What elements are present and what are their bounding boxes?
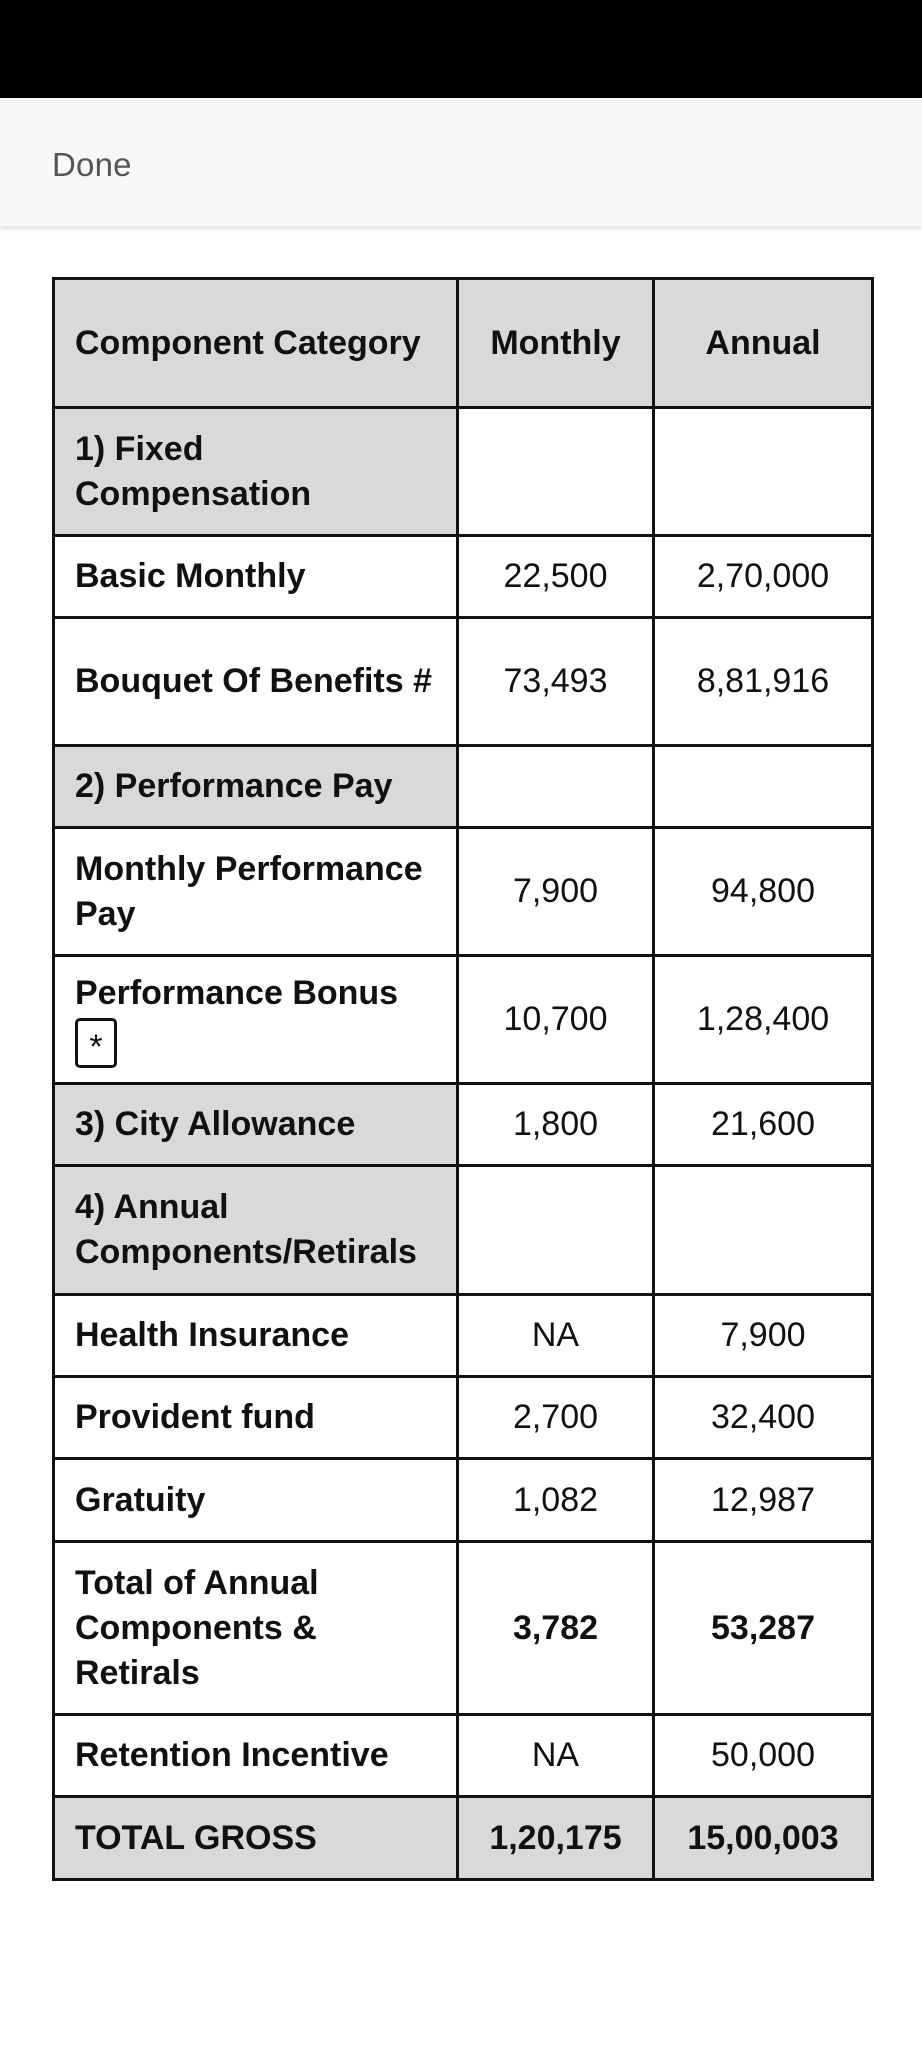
- row-label: Monthly Performance Pay: [54, 828, 458, 956]
- row-label: Performance Bonus: [75, 974, 399, 1012]
- monthly-value: 1,082: [458, 1459, 654, 1542]
- row-label: 3) City Allowance: [54, 1084, 458, 1166]
- monthly-value: 3,782: [458, 1542, 654, 1715]
- table-header-row: [54, 279, 873, 408]
- table-row-monthly-performance-pay: [54, 828, 873, 956]
- header-monthly: Monthly: [458, 279, 654, 408]
- monthly-value: [458, 746, 654, 828]
- table-row-total-annual-components: [54, 1542, 873, 1715]
- monthly-value: 7,900: [458, 828, 654, 956]
- annual-value: 2,70,000: [654, 536, 873, 618]
- row-label: Gratuity: [54, 1459, 458, 1542]
- row-label: Provident fund: [54, 1377, 458, 1459]
- monthly-value: NA: [458, 1295, 654, 1377]
- table-row-city-allowance: [54, 1084, 873, 1166]
- table-row-basic-monthly: [54, 536, 873, 618]
- status-bar: [0, 0, 922, 98]
- monthly-value: [458, 408, 654, 536]
- annual-value: 32,400: [654, 1377, 873, 1459]
- table-row-performance-bonus: [54, 956, 873, 1084]
- row-label: Bouquet Of Benefits #: [54, 618, 458, 746]
- annual-value: 50,000: [654, 1715, 873, 1797]
- compensation-table: [52, 277, 874, 1881]
- row-label: Retention Incentive: [54, 1715, 458, 1797]
- row-label: 1) Fixed Compensation: [54, 408, 458, 536]
- table-row-gratuity: [54, 1459, 873, 1542]
- monthly-value: 1,20,175: [458, 1797, 654, 1880]
- table-row-annual-components: [54, 1166, 873, 1295]
- monthly-value: 73,493: [458, 618, 654, 746]
- monthly-value: [458, 1166, 654, 1295]
- row-label: 4) Annual Components/Retirals: [54, 1166, 458, 1295]
- annual-value: 15,00,003: [654, 1797, 873, 1880]
- monthly-value: 22,500: [458, 536, 654, 618]
- table-row-total-gross: [54, 1797, 873, 1880]
- header-component-category: Component Category: [54, 279, 458, 408]
- monthly-value: 2,700: [458, 1377, 654, 1459]
- table-row-bouquet-of-benefits: [54, 618, 873, 746]
- annual-value: 12,987: [654, 1459, 873, 1542]
- done-button[interactable]: Done: [52, 146, 132, 183]
- monthly-value: 10,700: [458, 956, 654, 1084]
- table-row-retention-incentive: [54, 1715, 873, 1797]
- header-annual: Annual: [654, 279, 873, 408]
- monthly-value: NA: [458, 1715, 654, 1797]
- annual-value: [654, 746, 873, 828]
- annual-value: 53,287: [654, 1542, 873, 1715]
- row-label: Basic Monthly: [54, 536, 458, 618]
- annual-value: 7,900: [654, 1295, 873, 1377]
- row-label: 2) Performance Pay: [54, 746, 458, 828]
- row-label: TOTAL GROSS: [54, 1797, 458, 1880]
- compensation-table-container: [52, 277, 874, 1881]
- monthly-value: 1,800: [458, 1084, 654, 1166]
- table-row-fixed-compensation: [54, 408, 873, 536]
- row-label: Health Insurance: [54, 1295, 458, 1377]
- top-bar: [0, 98, 922, 226]
- row-label-cell: [54, 956, 458, 1084]
- row-label: Total of Annual Components & Retirals: [54, 1542, 458, 1715]
- annual-value: [654, 408, 873, 536]
- asterisk-note-box: *: [75, 1018, 117, 1068]
- annual-value: 94,800: [654, 828, 873, 956]
- annual-value: 21,600: [654, 1084, 873, 1166]
- table-row-provident-fund: [54, 1377, 873, 1459]
- annual-value: 1,28,400: [654, 956, 873, 1084]
- annual-value: 8,81,916: [654, 618, 873, 746]
- table-row-health-insurance: [54, 1295, 873, 1377]
- annual-value: [654, 1166, 873, 1295]
- table-row-performance-pay: [54, 746, 873, 828]
